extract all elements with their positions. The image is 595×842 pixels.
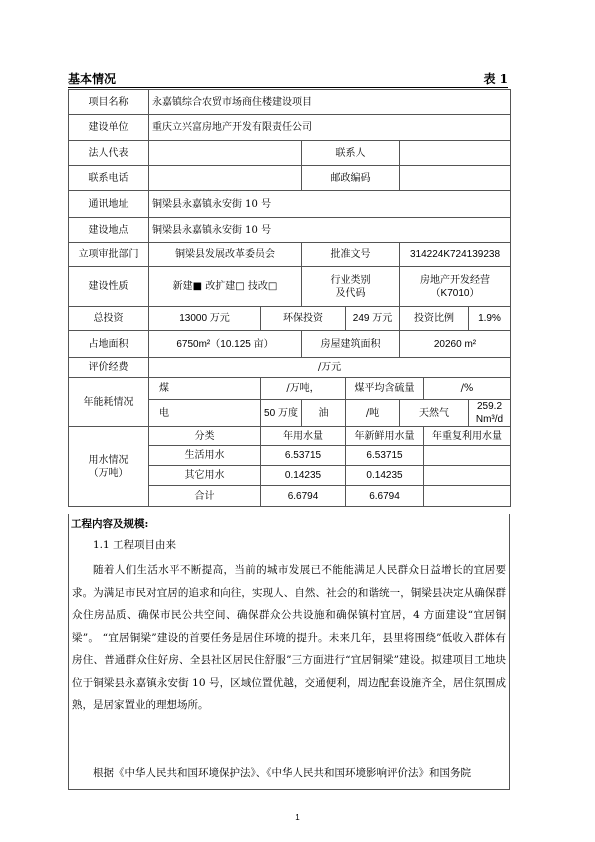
- water-reuse: [424, 486, 511, 507]
- approval-dept-value: 铜梁县发展改革委员会: [149, 243, 302, 267]
- legal-rep-label: 法人代表: [69, 141, 149, 166]
- contact-value: [400, 141, 511, 166]
- row-address: [69, 191, 511, 218]
- row-site: [69, 218, 511, 243]
- water-cat: 合计: [149, 486, 261, 507]
- elec-value: 50 万度: [261, 400, 302, 427]
- water-cat: 生活用水: [149, 446, 261, 466]
- builder-label: 建设单位: [69, 115, 149, 141]
- assessment-fee-value: /万元: [149, 358, 511, 378]
- coal-value: /万吨，: [261, 378, 346, 400]
- water-annual: 0.14235: [261, 466, 346, 486]
- header-rule: [68, 87, 508, 88]
- industry-value-line1: 房地产开发经营: [420, 274, 490, 286]
- row-nature: [69, 267, 511, 307]
- building-area-value: 20260 m²: [400, 331, 511, 358]
- water-fresh: 6.6794: [346, 486, 424, 507]
- approval-no-label: 批准文号: [302, 243, 400, 267]
- water-reuse: [424, 446, 511, 466]
- row-legal-rep: [69, 141, 511, 166]
- industry-value: [400, 267, 511, 307]
- water-header-annual: 年用水量: [261, 427, 346, 446]
- nature-label: 建设性质: [69, 267, 149, 307]
- sulfur-value: /%: [424, 378, 511, 400]
- industry-label: [302, 267, 400, 307]
- land-area-label: 占地面积: [69, 331, 149, 358]
- oil-value: /吨: [346, 400, 400, 427]
- water-label-line1: 用水情况: [88, 454, 129, 466]
- water-annual: 6.6794: [261, 486, 346, 507]
- energy-label: 年能耗情况: [69, 378, 149, 427]
- row-phone: [69, 166, 511, 191]
- site-label: 建设地点: [69, 218, 149, 243]
- row-energy-coal: [69, 378, 511, 400]
- gas-label: 天然气: [400, 400, 469, 427]
- paragraph-basis: 根据《中华人民共和国环境保护法》、《中华人民共和国环境影响评价法》和国务院: [93, 767, 471, 779]
- industry-label-line1: 行业类别: [330, 274, 371, 286]
- row-area: [69, 331, 511, 358]
- nature-value: 新建■ 改扩建□ 技改□: [149, 267, 302, 307]
- water-header-fresh: 年新鲜用水量: [346, 427, 424, 446]
- approval-no-value: 314224K724139238: [400, 243, 511, 267]
- site-value: 铜梁县永嘉镇永安街 10 号: [149, 218, 511, 243]
- row-builder: [69, 115, 511, 141]
- builder-value: 重庆立兴富房地产开发有限责任公司: [149, 115, 511, 141]
- env-invest-label: 环保投资: [261, 307, 346, 331]
- postcode-label: 邮政编码: [302, 166, 400, 191]
- address-label: 通讯地址: [69, 191, 149, 218]
- approval-dept-label: 立项审批部门: [69, 243, 149, 267]
- water-header-cat: 分类: [149, 427, 261, 446]
- coal-label: 煤: [149, 378, 261, 400]
- sulfur-label: 煤平均含硫量: [346, 378, 424, 400]
- row-project-name: [69, 90, 511, 115]
- row-assessment-fee: [69, 358, 511, 378]
- elec-label: 电: [149, 400, 261, 427]
- water-cat: 其它用水: [149, 466, 261, 486]
- phone-value: [149, 166, 302, 191]
- project-content-box: [68, 514, 510, 790]
- postcode-value: [400, 166, 511, 191]
- water-fresh: 6.53715: [346, 446, 424, 466]
- water-fresh: 0.14235: [346, 466, 424, 486]
- section-heading: 工程内容及规模:: [71, 518, 149, 530]
- invest-ratio-label: 投资比例: [400, 307, 469, 331]
- basic-info-table: [68, 89, 511, 507]
- invest-ratio-value: 1.9%: [469, 307, 511, 331]
- phone-label: 联系电话: [69, 166, 149, 191]
- project-name-value: 永嘉镇综合农贸市场商住楼建设项目: [149, 90, 511, 115]
- assessment-fee-label: 评价经费: [69, 358, 149, 378]
- section-title: 基本情况: [68, 72, 117, 86]
- row-investment: [69, 307, 511, 331]
- env-invest-value: 249 万元: [346, 307, 400, 331]
- table-number: 表 1: [483, 72, 508, 86]
- water-label: [69, 427, 149, 507]
- page-header: [68, 70, 508, 88]
- legal-rep-value: [149, 141, 302, 166]
- oil-label: 油: [302, 400, 346, 427]
- water-reuse: [424, 466, 511, 486]
- subsection-heading: 1.1 工程项目由来: [93, 539, 177, 551]
- address-value: 铜梁县永嘉镇永安街 10 号: [149, 191, 511, 218]
- paragraph-background: 随着人们生活水平不断提高，当前的城市发展已不能能满足人民群众日益增长的宜居要求。为满足市民对宜居的追求和向往，实现人、自然、社会的和谐统一，铜梁县决定从确保群众住房品质、确保市民公共空间、确保群众公共设施和确保镇村宜居，4 方面建设“宜居铜梁”。 “宜居铜梁”建设的首要任务是居住环境的提升。未来几年，县里将围绕”低收入群体有房住、普通群众住好房、全县社区居民住舒服”三方面进行“宜居铜梁”建设。拟建项目工地块位于铜梁县永嘉镇永安街 10 号，区域位置优越，交通便利，周边配套设施齐全，居住氛围成熟，是居家置业的理想场所。: [72, 564, 506, 711]
- industry-value-line2: （K7010）: [430, 287, 480, 299]
- page-number: 1: [295, 813, 300, 822]
- water-annual: 6.53715: [261, 446, 346, 466]
- project-name-label: 项目名称: [69, 90, 149, 115]
- water-header-row: [69, 427, 511, 446]
- land-area-value: 6750m²（10.125 亩）: [149, 331, 302, 358]
- water-header-reuse: 年重复利用水量: [424, 427, 511, 446]
- total-invest-label: 总投资: [69, 307, 149, 331]
- industry-label-line2: 及代码: [335, 287, 366, 299]
- gas-value: 259.2 Nm³/d: [469, 400, 511, 427]
- total-invest-value: 13000 万元: [149, 307, 261, 331]
- building-area-label: 房屋建筑面积: [302, 331, 400, 358]
- row-approval: [69, 243, 511, 267]
- contact-label: 联系人: [302, 141, 400, 166]
- water-label-line2: （万吨）: [88, 467, 129, 479]
